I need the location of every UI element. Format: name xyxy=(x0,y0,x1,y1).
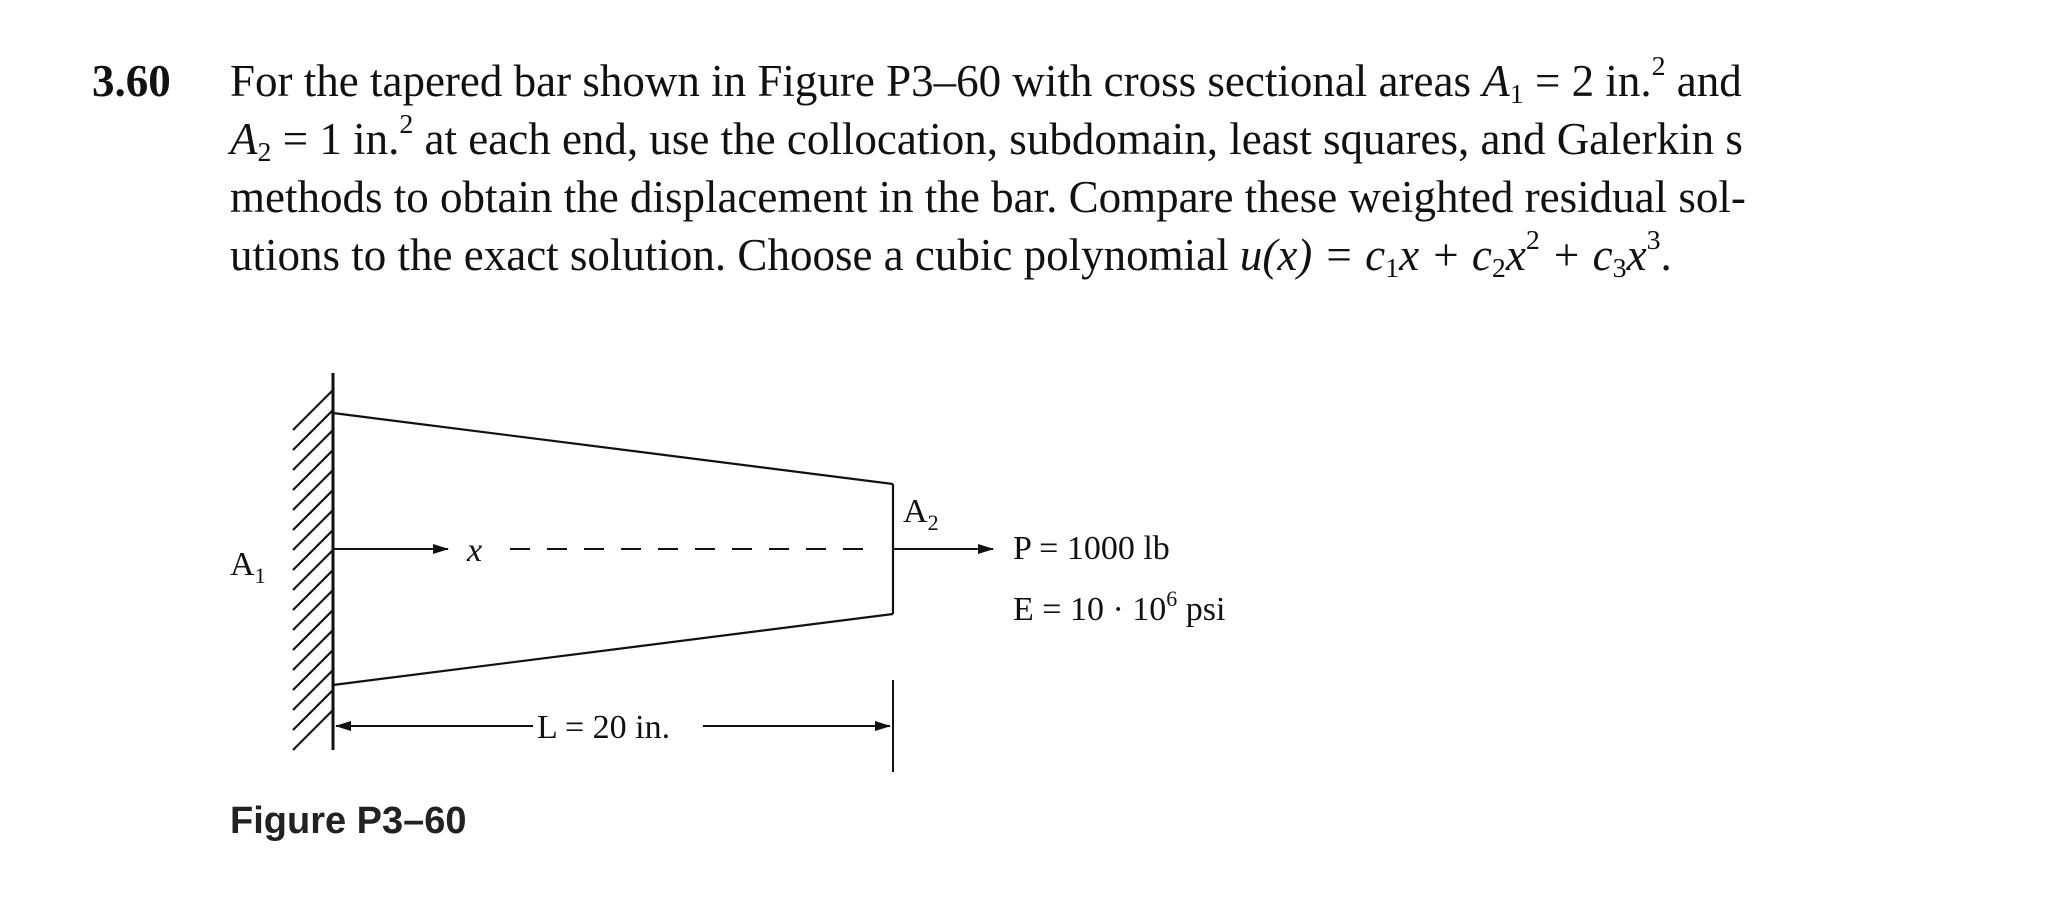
figure-caption: Figure P3–60 xyxy=(230,800,467,842)
superscript: 2 xyxy=(399,109,414,141)
label-x: x xyxy=(467,532,483,569)
label-modulus: $E = 10 \cdot 10^6$ psi xyxy=(1013,586,1226,628)
symbol-A2: $A_2$ xyxy=(230,114,272,168)
wall-hatching xyxy=(293,390,333,750)
bar-top-edge xyxy=(333,413,893,484)
label-length: L = 20 in. xyxy=(537,709,671,746)
text-segment: at each end, use the collocation, subdomain, least squares, and Galerkin s xyxy=(413,114,1743,164)
label-load: P = 1000 lb xyxy=(1013,530,1170,567)
superscript: 2 xyxy=(1651,51,1666,83)
text-segment: = 1 in. xyxy=(271,114,400,164)
symbol-A1: $A_1$ xyxy=(1482,56,1524,110)
text-segment: utions to the exact solution. Choose a cubic polynomial xyxy=(230,230,1240,280)
label-a2: $A_2$ xyxy=(903,493,939,535)
text-segment: For the tapered bar shown in Figure P3–60 with cross sectional areas xyxy=(230,56,1483,106)
text-segment: . xyxy=(1660,230,1672,280)
problem-line-3: methods to obtain the displacement in the bar. Compare these weighted residual sol- xyxy=(230,172,1746,222)
polynomial-expression: $u(x) = c_1x + c_2x^2 + c_3x^3$ xyxy=(1239,225,1661,284)
text-segment: = 2 in. xyxy=(1523,56,1652,106)
text-segment: and xyxy=(1665,56,1742,106)
label-a1: $A_1$ xyxy=(230,546,266,588)
problem-number: 3.60 xyxy=(92,56,171,106)
bar-bottom-edge xyxy=(333,614,893,685)
